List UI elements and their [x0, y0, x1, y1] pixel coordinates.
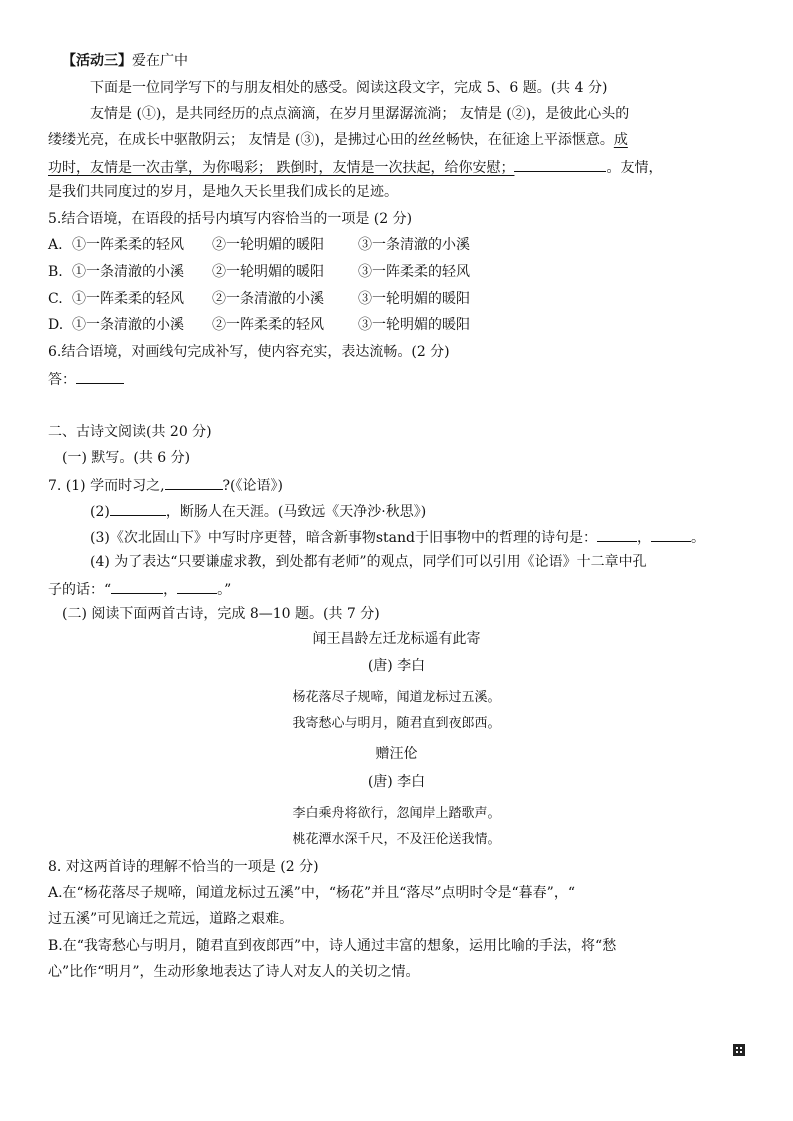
- q7-2-label: (2): [90, 504, 110, 520]
- q7-1-blank[interactable]: [165, 475, 223, 490]
- q5-option-b[interactable]: [48, 263, 748, 281]
- option-part-1: ①一阵柔柔的轻风: [72, 237, 184, 253]
- q7-4-end: 。”: [217, 582, 232, 598]
- poem1-author: (唐) 李白: [367, 658, 426, 674]
- q7-1-source: ?(《论语》): [222, 478, 283, 494]
- q8-stem: 8. 对这两首诗的理解不恰当的一项是 (2 分): [48, 859, 319, 875]
- q7-3-blank-2[interactable]: [651, 527, 691, 542]
- activity3-intro: 下面是一位同学写下的与朋友相处的感受。阅读这段文字，完成 5、6 题。(共 4 分): [90, 80, 608, 96]
- q7-4-blank-1[interactable]: [111, 579, 163, 594]
- q7-4-sep: ，: [163, 582, 178, 598]
- activity3-bracket: 【活动三】: [62, 53, 132, 69]
- passage-line-3-end: 。友情，: [606, 160, 663, 176]
- option-part-2: ②一轮明媚的暖阳: [212, 264, 324, 280]
- q7-4-line-1: (4) 为了表达“只要谦虚求教，到处都有老师”的观点，同学们可以引用《论语》十二章中孔: [90, 554, 647, 570]
- underlined-sentence-start: 成: [613, 132, 628, 148]
- q5-option-d[interactable]: [48, 316, 748, 334]
- poem1-title: 闻王昌龄左迁龙标遥有此寄: [312, 631, 481, 647]
- option-label: A.: [48, 237, 63, 253]
- fill-blank-q6[interactable]: [514, 157, 606, 172]
- passage-line-1: 友情是 (①)，是共同经历的点点滴滴，在岁月里潺潺流淌； 友情是 (②)，是彼此心头的: [90, 106, 630, 122]
- poem2-line-1: 李白乘舟将欲行，忽闻岸上踏歌声。: [292, 806, 501, 821]
- passage-line-4: 是我们共同度过的岁月，是地久天长里我们成长的足迹。: [48, 184, 398, 200]
- passage-line-2-text: 缕缕光亮，在成长中驱散阴云； 友情是 (③)，是拂过心田的丝丝畅快，在征途上平添惬意。: [48, 132, 614, 148]
- option-part-3: ③一轮明媚的暖阳: [358, 291, 470, 307]
- q8-option-b-line-2: 心”比作“明月”，生动形象地表达了诗人对友人的关切之情。: [48, 964, 420, 980]
- q8-option-a-line-2: 过五溪”可见谪迁之荒远，道路之艰难。: [48, 911, 294, 927]
- option-part-2: ②一条清澈的小溪: [212, 291, 324, 307]
- part2-sub1: (一) 默写。(共 6 分): [62, 450, 191, 466]
- part2-heading: 二、古诗文阅读(共 20 分): [48, 424, 212, 440]
- q7-3-text: (3)《次北固山下》中写时序更替，暗含新事物stand于旧事物中的哲理的诗句是：: [90, 530, 597, 546]
- q7-4-line-2: [48, 579, 748, 599]
- option-part-2: ②一轮明媚的暖阳: [212, 237, 324, 253]
- activity3-heading: [62, 52, 762, 70]
- option-part-3: ③一条清澈的小溪: [358, 237, 470, 253]
- poem1-line-2: 我寄愁心与明月，随君直到夜郎西。: [292, 716, 501, 731]
- q6-answer-label: 答：: [48, 372, 76, 388]
- q7-3-end: 。: [690, 530, 705, 546]
- option-part-1: ①一阵柔柔的轻风: [72, 291, 184, 307]
- option-part-1: ①一条清澈的小溪: [72, 264, 184, 280]
- part2-sub2: (二) 阅读下面两首古诗，完成 8—10 题。(共 7 分): [62, 606, 380, 622]
- option-part-1: ①一条清澈的小溪: [72, 317, 184, 333]
- q5-option-c[interactable]: [48, 290, 748, 308]
- q6-answer-line: [48, 369, 748, 389]
- underlined-sentence: 功时，友情是一次击掌，为你喝彩； 跌倒时，友情是一次扶起，给你安慰；: [48, 160, 515, 176]
- option-part-3: ③一轮明媚的暖阳: [358, 317, 470, 333]
- q7-3: [90, 527, 790, 547]
- poem2-author: (唐) 李白: [367, 774, 426, 790]
- q7-1: [48, 475, 748, 495]
- option-part-2: ②一阵柔柔的轻风: [212, 317, 324, 333]
- q5-option-a[interactable]: [48, 236, 748, 254]
- option-label: B.: [48, 264, 63, 280]
- poem2-title: 赠汪伦: [375, 746, 418, 762]
- option-label: D.: [48, 317, 64, 333]
- q8-option-b-line-1[interactable]: B.在“我寄愁心与明月，随君直到夜郎西”中，诗人通过丰富的想象，运用比喻的手法，将“愁: [48, 938, 617, 954]
- q7-3-sep: ，: [636, 530, 651, 546]
- qr-code-icon: [733, 1044, 745, 1056]
- q7-2: [90, 501, 790, 521]
- q7-4-blank-2[interactable]: [177, 579, 217, 594]
- q6-stem: 6.结合语境，对画线句完成补写，使内容充实，表达流畅。(2 分): [48, 344, 450, 360]
- option-part-3: ③一阵柔柔的轻风: [358, 264, 470, 280]
- q7-2-text: ，断肠人在天涯。(马致远《天净沙·秋思》): [165, 504, 427, 520]
- q7-4-text: 子的话：“: [48, 582, 112, 598]
- q7-2-blank[interactable]: [110, 501, 166, 516]
- passage-line-2: [48, 131, 748, 149]
- activity3-title: 爱在广中: [132, 53, 188, 69]
- q6-answer-blank[interactable]: [76, 369, 124, 384]
- q7-1-text: 7. (1) 学而时习之,: [48, 478, 165, 494]
- option-label: C.: [48, 291, 63, 307]
- poem2-line-2: 桃花潭水深千尺，不及汪伦送我情。: [292, 832, 501, 847]
- q5-stem: 5.结合语境，在语段的括号内填写内容恰当的一项是 (2 分): [48, 211, 413, 227]
- q8-option-a-line-1[interactable]: A.在“杨花落尽子规啼，闻道龙标过五溪”中，“杨花”并且“落尽”点明时令是“暮春”，“: [48, 885, 575, 901]
- poem1-line-1: 杨花落尽子规啼，闻道龙标过五溪。: [292, 690, 501, 705]
- q7-3-blank-1[interactable]: [597, 527, 637, 542]
- passage-line-3: [48, 157, 748, 177]
